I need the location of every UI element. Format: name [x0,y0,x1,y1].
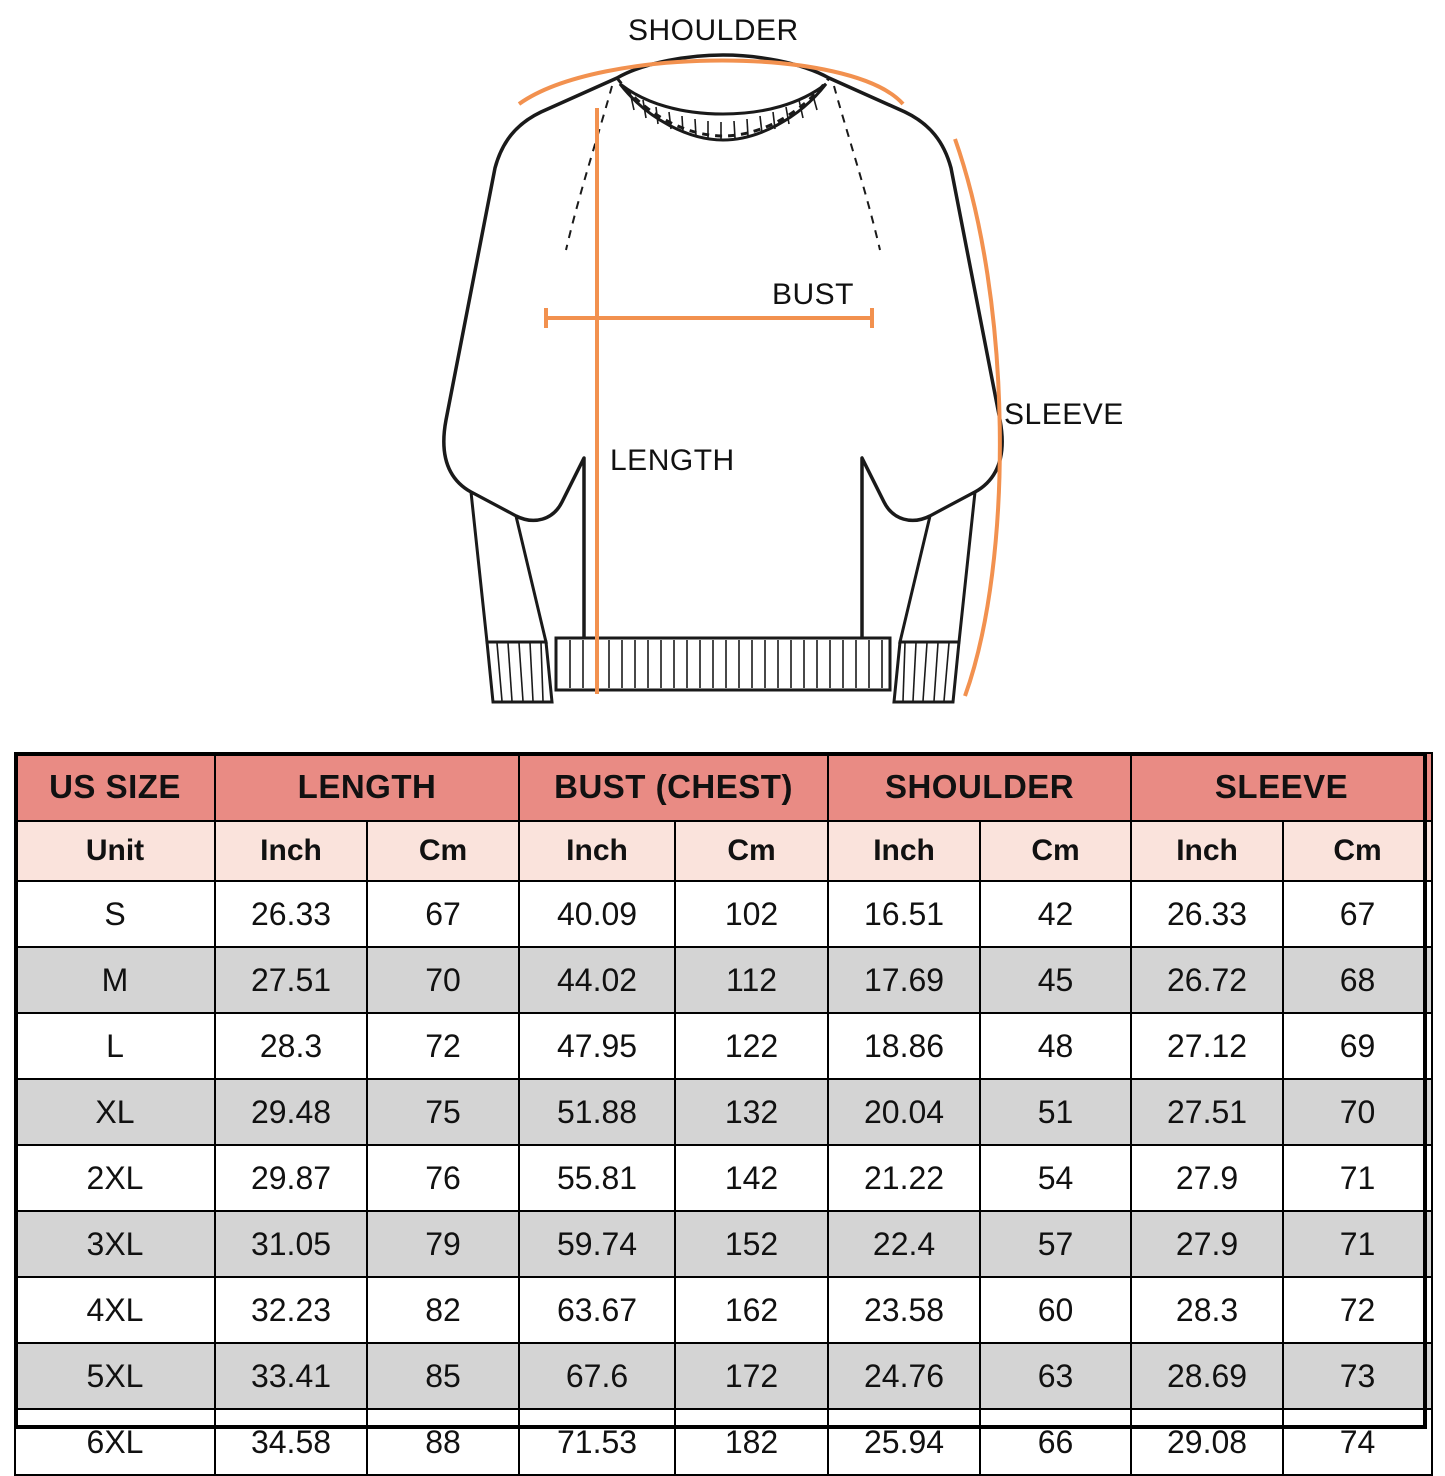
cell-bust-inch: 44.02 [519,947,675,1013]
cell-size: M [15,947,215,1013]
group-header-length: LENGTH [215,753,519,821]
table-row [15,1145,1432,1211]
annotation-bust: BUST [772,278,855,311]
cell-bust-cm: 152 [675,1211,828,1277]
cell-bust-inch: 51.88 [519,1079,675,1145]
cell-size: 4XL [15,1277,215,1343]
cell-shoulder-inch: 21.22 [828,1145,980,1211]
table-body [15,881,1432,1475]
cell-shoulder-inch: 23.58 [828,1277,980,1343]
cell-bust-inch: 63.67 [519,1277,675,1343]
cell-sleeve-cm: 74 [1283,1409,1432,1475]
cell-length-inch: 34.58 [215,1409,367,1475]
cell-size: XL [15,1079,215,1145]
cell-sleeve-inch: 29.08 [1131,1409,1283,1475]
unit-header-8: Cm [1283,821,1432,881]
cell-length-cm: 70 [367,947,519,1013]
cell-bust-cm: 112 [675,947,828,1013]
cell-sleeve-inch: 27.9 [1131,1145,1283,1211]
cell-sleeve-inch: 28.3 [1131,1277,1283,1343]
group-header-us-size: US SIZE [15,753,215,821]
annotation-sleeve: SLEEVE [1004,398,1124,431]
cell-bust-inch: 67.6 [519,1343,675,1409]
table-header [15,753,1432,881]
cell-shoulder-inch: 16.51 [828,881,980,947]
cell-bust-cm: 162 [675,1277,828,1343]
cell-length-cm: 72 [367,1013,519,1079]
cell-sleeve-cm: 69 [1283,1013,1432,1079]
cell-sleeve-cm: 71 [1283,1145,1432,1211]
group-header-shoulder: SHOULDER [828,753,1131,821]
cell-length-cm: 82 [367,1277,519,1343]
cell-length-inch: 26.33 [215,881,367,947]
cell-sleeve-cm: 72 [1283,1277,1432,1343]
unit-header-3: Inch [519,821,675,881]
cell-size: L [15,1013,215,1079]
sweatshirt-drawing [0,0,1445,735]
table-row [15,1277,1432,1343]
cell-length-inch: 28.3 [215,1013,367,1079]
table-row [15,1079,1432,1145]
cell-shoulder-cm: 63 [980,1343,1131,1409]
cell-length-inch: 32.23 [215,1277,367,1343]
cell-sleeve-inch: 26.33 [1131,881,1283,947]
cell-sleeve-inch: 27.9 [1131,1211,1283,1277]
cell-size: 6XL [15,1409,215,1475]
cell-shoulder-inch: 18.86 [828,1013,980,1079]
cell-shoulder-cm: 54 [980,1145,1131,1211]
unit-header-7: Inch [1131,821,1283,881]
cell-shoulder-cm: 51 [980,1079,1131,1145]
cell-shoulder-inch: 24.76 [828,1343,980,1409]
cell-bust-cm: 122 [675,1013,828,1079]
cell-length-cm: 88 [367,1409,519,1475]
cell-sleeve-inch: 27.51 [1131,1079,1283,1145]
cell-length-inch: 27.51 [215,947,367,1013]
unit-header-row [15,821,1432,881]
cell-length-cm: 85 [367,1343,519,1409]
cell-size: 3XL [15,1211,215,1277]
cell-bust-cm: 102 [675,881,828,947]
cell-shoulder-cm: 42 [980,881,1131,947]
table-row [15,947,1432,1013]
unit-header-0: Unit [15,821,215,881]
unit-header-2: Cm [367,821,519,881]
cell-bust-cm: 172 [675,1343,828,1409]
table-row [15,1013,1432,1079]
unit-header-5: Inch [828,821,980,881]
table-row [15,881,1432,947]
cell-sleeve-cm: 70 [1283,1079,1432,1145]
cell-shoulder-inch: 22.4 [828,1211,980,1277]
garment-illustration [0,0,1445,735]
cell-length-cm: 67 [367,881,519,947]
cell-size: S [15,881,215,947]
cell-bust-inch: 47.95 [519,1013,675,1079]
group-header-bust: BUST (CHEST) [519,753,828,821]
cell-size: 2XL [15,1145,215,1211]
cell-bust-inch: 71.53 [519,1409,675,1475]
cell-sleeve-cm: 67 [1283,881,1432,947]
table-row [15,1211,1432,1277]
cell-sleeve-cm: 68 [1283,947,1432,1013]
cell-shoulder-inch: 20.04 [828,1079,980,1145]
unit-header-1: Inch [215,821,367,881]
group-header-row [15,753,1432,821]
cell-shoulder-cm: 45 [980,947,1131,1013]
cell-bust-inch: 59.74 [519,1211,675,1277]
cell-sleeve-inch: 27.12 [1131,1013,1283,1079]
unit-header-6: Cm [980,821,1131,881]
cell-sleeve-inch: 28.69 [1131,1343,1283,1409]
cell-shoulder-cm: 48 [980,1013,1131,1079]
cell-length-inch: 31.05 [215,1211,367,1277]
cell-bust-inch: 40.09 [519,881,675,947]
cell-length-inch: 33.41 [215,1343,367,1409]
cell-length-cm: 75 [367,1079,519,1145]
cell-sleeve-cm: 71 [1283,1211,1432,1277]
cell-shoulder-cm: 60 [980,1277,1131,1343]
cell-size: 5XL [15,1343,215,1409]
annotation-shoulder: SHOULDER [628,14,799,47]
cell-shoulder-inch: 17.69 [828,947,980,1013]
table-row [15,1343,1432,1409]
cell-bust-inch: 55.81 [519,1145,675,1211]
cell-sleeve-cm: 73 [1283,1343,1432,1409]
cell-length-cm: 76 [367,1145,519,1211]
cell-length-inch: 29.48 [215,1079,367,1145]
cell-length-cm: 79 [367,1211,519,1277]
cell-bust-cm: 182 [675,1409,828,1475]
table-row [15,1409,1432,1475]
group-header-sleeve: SLEEVE [1131,753,1432,821]
size-table-wrapper [14,752,1431,1476]
cell-length-inch: 29.87 [215,1145,367,1211]
cell-bust-cm: 132 [675,1079,828,1145]
annotation-length: LENGTH [610,444,735,477]
cell-shoulder-inch: 25.94 [828,1409,980,1475]
size-chart-table [14,752,1433,1476]
unit-header-4: Cm [675,821,828,881]
cell-sleeve-inch: 26.72 [1131,947,1283,1013]
cell-bust-cm: 142 [675,1145,828,1211]
cell-shoulder-cm: 66 [980,1409,1131,1475]
cell-shoulder-cm: 57 [980,1211,1131,1277]
